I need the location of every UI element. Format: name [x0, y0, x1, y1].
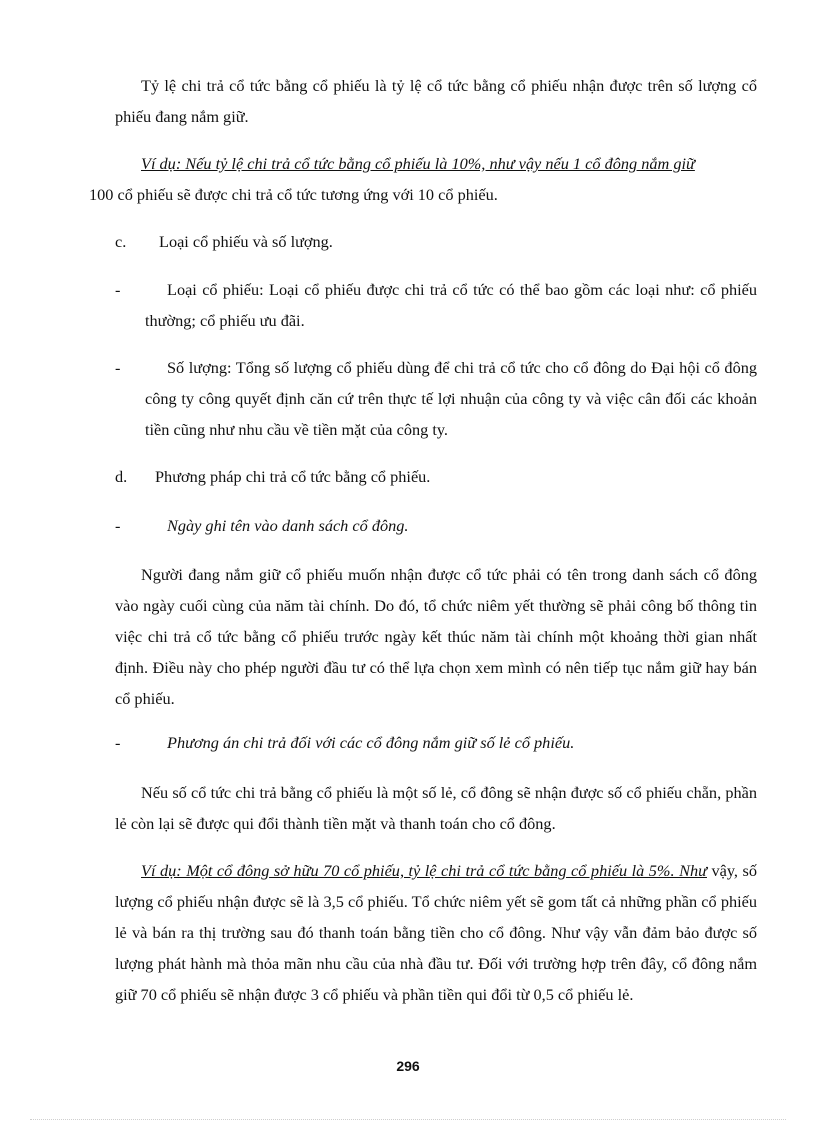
item-share-quantity: Số lượng: Tổng số lượng cổ phiếu dùng để chi trả cổ tức cho cổ đông do Đại hội cổ đông công ty công quyết định căn cứ trên thực tế lợi nhuận của công ty và việc cân đối các khoản tiền cũng như nhu cầu về tiền mặt của công ty.	[145, 358, 757, 439]
example-1-rest: 100 cổ phiếu sẽ được chi trả cổ tức tương ứng với 10 cổ phiếu.	[89, 185, 498, 204]
page-number: 296	[396, 1058, 420, 1074]
dash-marker-3: -	[115, 516, 121, 535]
dash-marker-1: -	[115, 280, 121, 299]
example-1-lead: Ví dụ: Nếu tỷ lệ chi trả cổ tức bằng cổ phiếu là 10%, như vậy nếu 1 cổ đông nắm giữ	[141, 154, 695, 173]
section-c-marker: c.	[115, 232, 127, 251]
example-2-lead: Ví dụ: Một cổ đông sở hữu 70 cổ phiếu, tỷ lệ chi trả cổ tức bằng cổ phiếu là 5%. Như	[141, 861, 707, 880]
dash-marker-2: -	[115, 358, 121, 377]
section-d-marker: d.	[115, 467, 128, 486]
paragraph-odd-lot: Nếu số cổ tức chi trả bằng cổ phiếu là một số lẻ, cổ đông sẽ nhận được số cổ phiếu chẵn, phần lẻ còn lại sẽ được qui đổi thành tiền mặt và thanh toán cho cổ đông.	[115, 783, 757, 833]
item-odd-lot: Phương án chi trả đối với các cổ đông nắm giữ số lẻ cổ phiếu.	[167, 733, 575, 752]
footer-divider	[30, 1119, 786, 1120]
paragraph-dividend-ratio: Tỷ lệ chi trả cổ tức bằng cổ phiếu là tỷ lệ cổ tức bằng cổ phiếu nhận được trên số lượng cổ phiếu đang nắm giữ.	[115, 76, 757, 126]
dash-marker-4: -	[115, 733, 121, 752]
paragraph-record-date: Người đang nắm giữ cổ phiếu muốn nhận được cổ tức phải có tên trong danh sách cổ đông vào ngày cuối cùng của năm tài chính. Do đó, tổ chức niêm yết thường sẽ phải công bố thông tin việc chi trả cổ tức bằng cổ phiếu trước ngày kết thúc năm tài chính một khoảng thời gian nhất định. Điều này cho phép người đầu tư có thể lựa chọn xem mình có nên tiếp tục nắm giữ hay bán cổ phiếu.	[115, 565, 757, 708]
item-share-type: Loại cổ phiếu: Loại cổ phiếu được chi trả cổ tức có thể bao gồm các loại như: cổ phiếu thường; cổ phiếu ưu đãi.	[145, 280, 757, 330]
paragraph-example-2	[115, 855, 757, 1010]
item-record-date: Ngày ghi tên vào danh sách cổ đông.	[167, 516, 409, 535]
paragraph-example-1	[89, 148, 757, 210]
section-d-heading: Phương pháp chi trả cổ tức bằng cổ phiếu.	[155, 467, 431, 486]
example-2-rest: vậy, số lượng cổ phiếu nhận được sẽ là 3,5 cổ phiếu. Tổ chức niêm yết sẽ gom tất cả những phần cổ phiếu lẻ và bán ra thị trường sau đó thanh toán bằng tiền cho cổ đông. Như vậy vẫn đảm bảo được số lượng phát hành mà thỏa mãn nhu cầu của nhà đầu tư. Đối với trường hợp trên đây, cổ đông nắm giữ 70 cổ phiếu sẽ nhận được 3 cổ phiếu và phần tiền qui đổi từ 0,5 cổ phiếu lẻ.	[115, 861, 757, 1004]
section-c-heading: Loại cổ phiếu và số lượng.	[159, 232, 333, 251]
